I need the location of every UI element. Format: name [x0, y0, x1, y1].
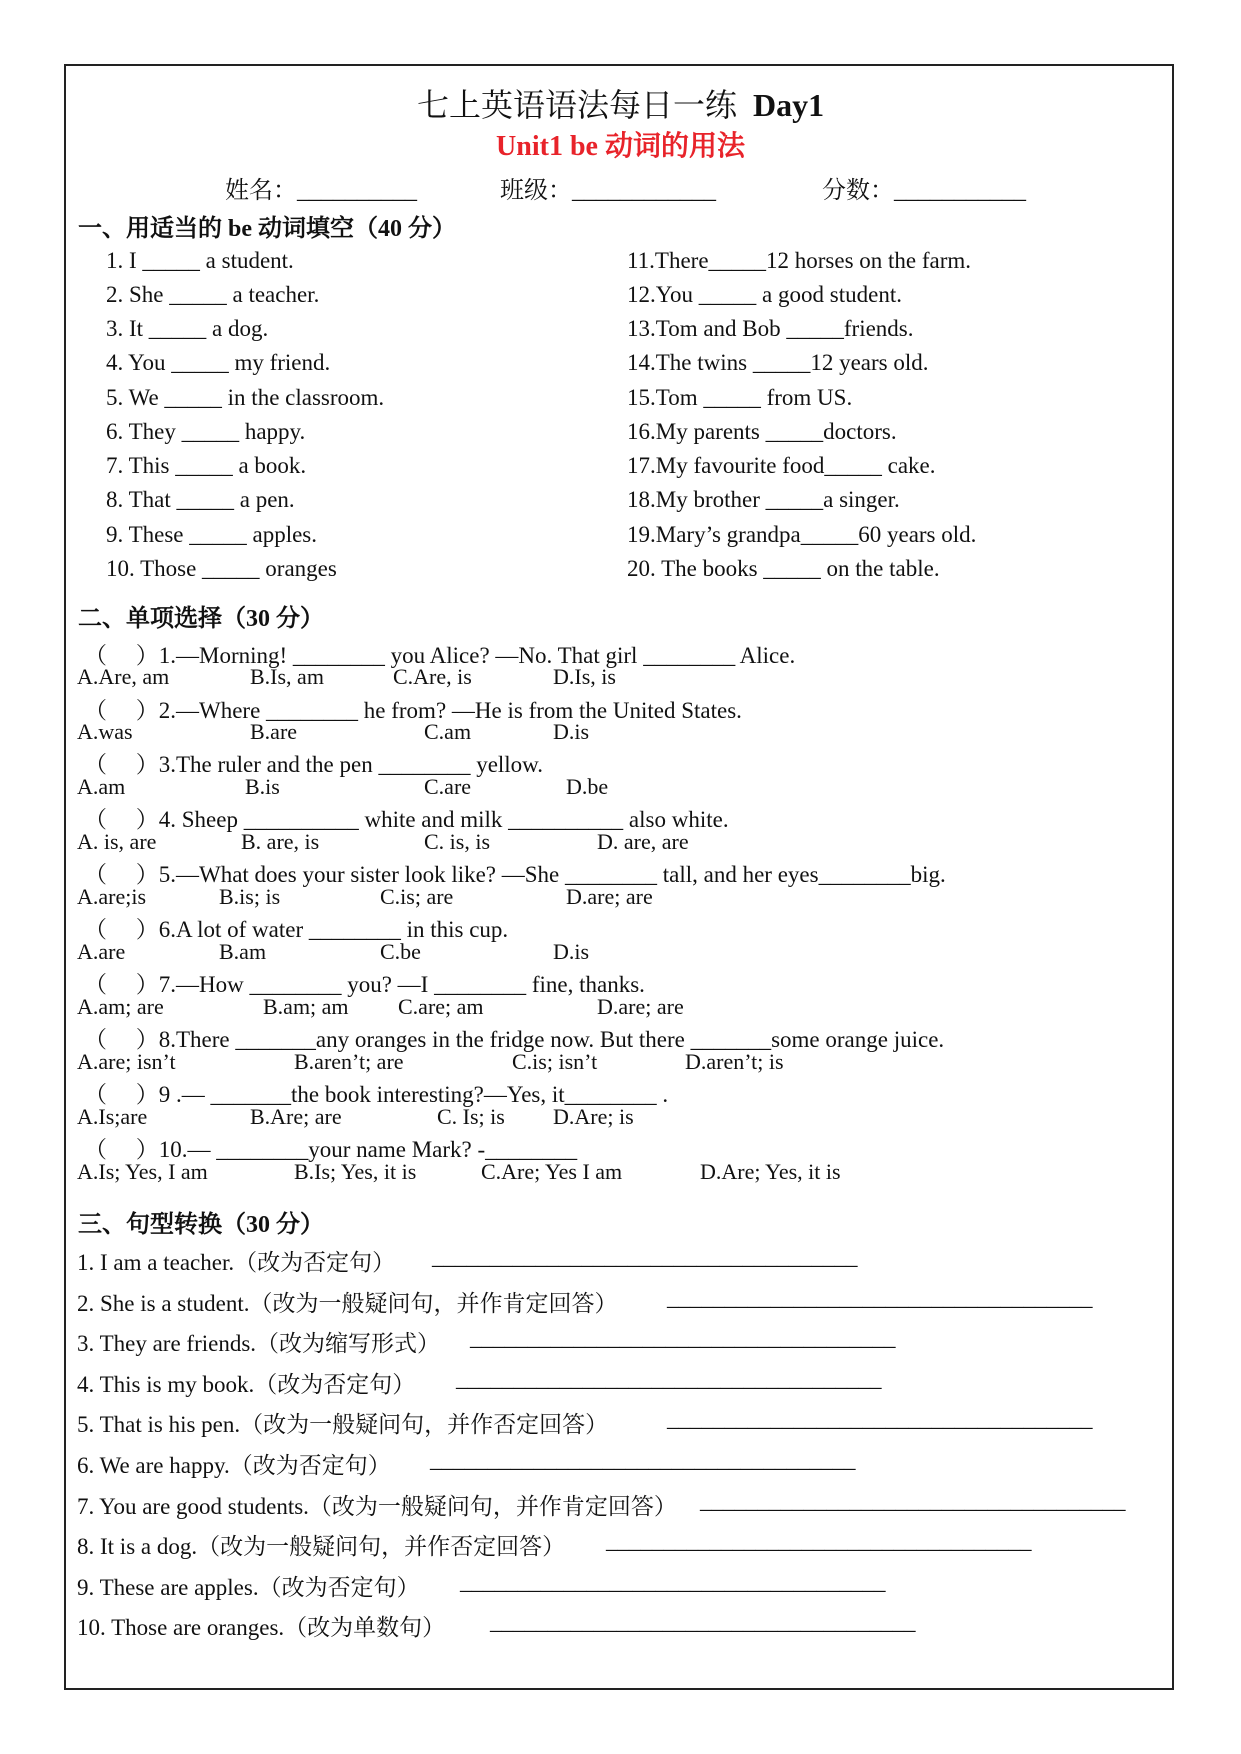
- answer-line[interactable]: _____________________________________: [606, 1528, 1032, 1553]
- transform-prompt: 9. These are apples.（改为否定句）: [77, 1575, 420, 1600]
- fill-item: 12.You _____ a good student.: [627, 282, 902, 307]
- choice-option: C.is; isn’t: [512, 1049, 598, 1074]
- fill-item: 16.My parents _____doctors.: [627, 419, 897, 444]
- choice-option: C. Is; is: [437, 1104, 505, 1129]
- choice-option: C.are; am: [398, 994, 484, 1019]
- choice-option: D.are; are: [566, 884, 653, 909]
- choice-option: B.Is, am: [250, 664, 324, 689]
- answer-line[interactable]: _____________________________________: [456, 1366, 882, 1391]
- choice-option: A.are; isn’t: [77, 1049, 176, 1074]
- transform-prompt: 5. That is his pen.（改为一般疑问句，并作否定回答）: [77, 1412, 609, 1437]
- choice-option: B.Is; Yes, it is: [294, 1159, 417, 1184]
- choice-option: C.is; are: [380, 884, 454, 909]
- page-title: [0, 80, 1241, 126]
- choice-option: D.aren’t; is: [685, 1049, 784, 1074]
- choice-option: C. is, is: [424, 829, 491, 854]
- score-field[interactable]: 分数：___________: [822, 178, 1026, 204]
- fill-item: 2. She _____ a teacher.: [106, 282, 320, 307]
- choice-option: A.was: [77, 719, 133, 744]
- fill-item: 13.Tom and Bob _____friends.: [627, 316, 914, 341]
- fill-item: 6. They _____ happy.: [106, 419, 306, 444]
- fill-item: 20. The books _____ on the table.: [627, 556, 940, 581]
- fill-item: 19.Mary’s grandpa_____60 years old.: [627, 522, 977, 547]
- fill-item: 10. Those _____ oranges: [106, 556, 337, 581]
- choice-option: D.Are; Yes, it is: [700, 1159, 841, 1184]
- choice-option: A. is, are: [77, 829, 157, 854]
- fill-item: 14.The twins _____12 years old.: [627, 350, 929, 375]
- class-field[interactable]: 班级：____________: [500, 178, 716, 204]
- choice-question: （ ）8.There _______any oranges in the fridge now. But there _______some orange juice.: [84, 1027, 945, 1052]
- choice-question: （ ）7.—How ________ you? —I ________ fine, thanks.: [84, 972, 645, 997]
- choice-question: （ ）3.The ruler and the pen ________ yellow.: [84, 752, 544, 777]
- choice-option: A.Is; Yes, I am: [77, 1159, 208, 1184]
- answer-line[interactable]: _____________________________________: [700, 1488, 1126, 1513]
- fill-item: 1. I _____ a student.: [106, 248, 294, 273]
- choice-option: B. are, is: [241, 829, 320, 854]
- choice-question: （ ）6.A lot of water ________ in this cup.: [84, 917, 509, 942]
- transform-prompt: 10. Those are oranges.（改为单数句）: [77, 1615, 446, 1640]
- choice-question: （ ）2.—Where ________ he from? —He is from the United States.: [84, 698, 742, 723]
- answer-line[interactable]: _____________________________________: [470, 1325, 896, 1350]
- choice-option: B.am: [219, 939, 267, 964]
- choice-question: （ ）4. Sheep __________ white and milk __________ also white.: [84, 807, 729, 832]
- choice-option: D.is: [553, 939, 590, 964]
- transform-prompt: 2. She is a student.（改为一般疑问句，并作肯定回答）: [77, 1291, 618, 1316]
- choice-option: B.is: [245, 774, 280, 799]
- answer-line[interactable]: _____________________________________: [667, 1406, 1093, 1431]
- name-field[interactable]: 姓名：__________: [225, 178, 417, 204]
- choice-option: D.are; are: [597, 994, 684, 1019]
- fill-item: 15.Tom _____ from US.: [627, 385, 853, 410]
- choice-option: A.am: [77, 774, 126, 799]
- choice-question: （ ）5.—What does your sister look like? —She ________ tall, and her eyes________big.: [84, 862, 946, 887]
- transform-prompt: 7. You are good students.（改为一般疑问句，并作肯定回答）: [77, 1494, 677, 1519]
- choice-option: C.am: [424, 719, 472, 744]
- choice-option: B.am; am: [263, 994, 349, 1019]
- fill-item: 18.My brother _____a singer.: [627, 487, 900, 512]
- choice-option: C.are: [424, 774, 472, 799]
- fill-item: 17.My favourite food_____ cake.: [627, 453, 936, 478]
- fill-item: 11.There_____12 horses on the farm.: [627, 248, 972, 273]
- choice-option: B.is; is: [219, 884, 281, 909]
- transform-prompt: 4. This is my book.（改为否定句）: [77, 1372, 416, 1397]
- answer-line[interactable]: _____________________________________: [490, 1609, 916, 1634]
- fill-item: 4. You _____ my friend.: [106, 350, 331, 375]
- choice-option: B.aren’t; are: [294, 1049, 404, 1074]
- choice-option: D.be: [566, 774, 609, 799]
- fill-item: 5. We _____ in the classroom.: [106, 385, 385, 410]
- choice-option: D.Are; is: [553, 1104, 634, 1129]
- section3-heading: 三、句型转换（30 分）: [78, 1212, 324, 1238]
- choice-option: D.Is, is: [553, 664, 616, 689]
- choice-option: B.Are; are: [250, 1104, 342, 1129]
- choice-option: B.are: [250, 719, 298, 744]
- choice-option: A.Are, am: [77, 664, 170, 689]
- choice-option: A.are: [77, 939, 126, 964]
- choice-option: C.be: [380, 939, 421, 964]
- page-subtitle: Unit1 be 动词的用法: [496, 131, 745, 162]
- fill-item: 9. These _____ apples.: [106, 522, 318, 547]
- choice-option: A.Is;are: [77, 1104, 148, 1129]
- title-cn: 七上英语语法每日一练: [416, 87, 737, 123]
- title-day: Day1: [752, 87, 825, 123]
- transform-prompt: 6. We are happy.（改为否定句）: [77, 1453, 391, 1478]
- choice-option: C.Are, is: [393, 664, 472, 689]
- section2-heading: 二、单项选择（30 分）: [78, 606, 324, 632]
- transform-prompt: 1. I am a teacher.（改为否定句）: [77, 1250, 396, 1275]
- section1-heading: 一、用适当的 be 动词填空（40 分）: [78, 216, 456, 242]
- choice-option: D. are, are: [597, 829, 689, 854]
- fill-item: 7. This _____ a book.: [106, 453, 307, 478]
- transform-prompt: 3. They are friends.（改为缩写形式）: [77, 1331, 441, 1356]
- choice-option: C.Are; Yes I am: [481, 1159, 623, 1184]
- answer-line[interactable]: _____________________________________: [667, 1285, 1093, 1310]
- choice-question: （ ）1.—Morning! ________ you Alice? —No. That girl ________ Alice.: [84, 643, 796, 668]
- choice-question: （ ）9 .— _______the book interesting?—Yes, it________ .: [84, 1082, 669, 1107]
- fill-item: 8. That _____ a pen.: [106, 487, 295, 512]
- choice-option: A.are;is: [77, 884, 147, 909]
- answer-line[interactable]: _____________________________________: [460, 1569, 886, 1594]
- answer-line[interactable]: _____________________________________: [430, 1447, 856, 1472]
- answer-line[interactable]: _____________________________________: [432, 1244, 858, 1269]
- choice-option: D.is: [553, 719, 590, 744]
- transform-prompt: 8. It is a dog.（改为一般疑问句，并作否定回答）: [77, 1534, 566, 1559]
- fill-item: 3. It _____ a dog.: [106, 316, 269, 341]
- choice-option: A.am; are: [77, 994, 164, 1019]
- choice-question: （ ）10.— ________your name Mark? -________: [84, 1137, 578, 1162]
